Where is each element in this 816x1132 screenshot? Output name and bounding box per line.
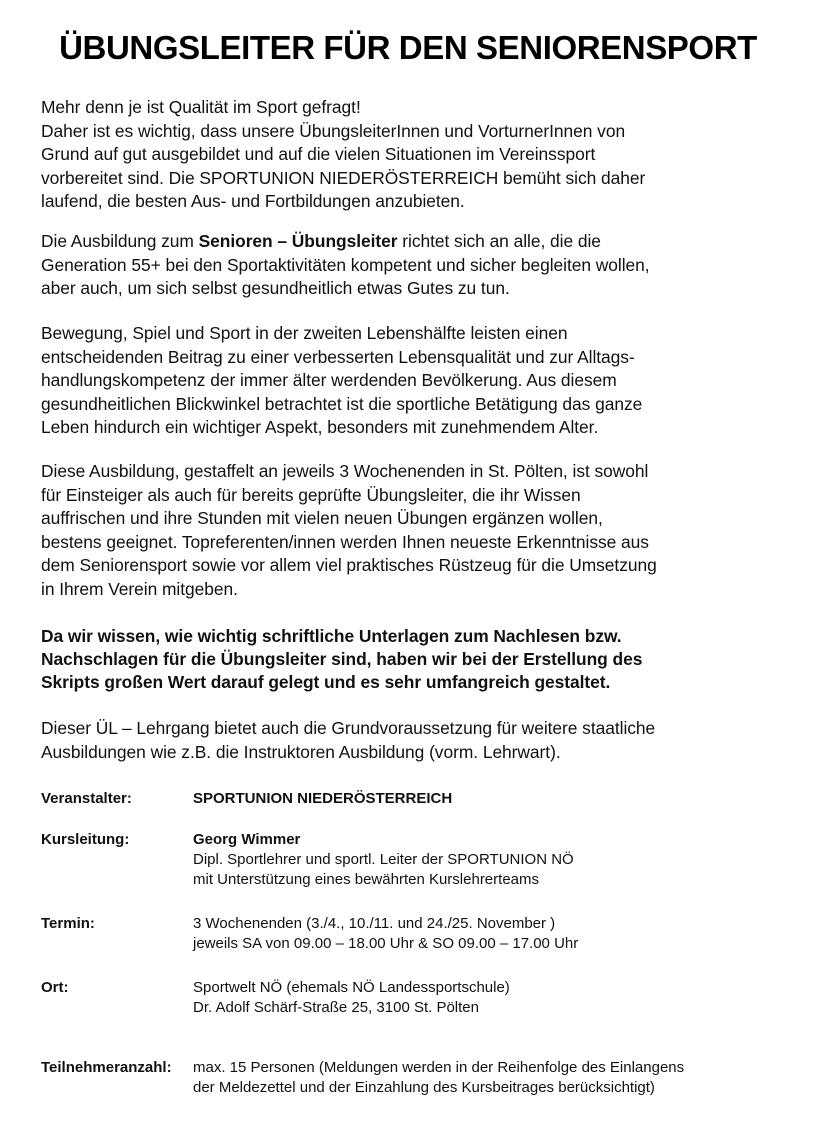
intro-line: Grund auf gut ausgebildet und auf die vielen Situationen im Vereinssport bbox=[41, 144, 596, 164]
location-value-block bbox=[193, 978, 510, 1018]
dates-value-block bbox=[193, 914, 578, 954]
participants-value-block bbox=[193, 1058, 684, 1098]
participants-label: Teilnehmeranzahl: bbox=[41, 1059, 172, 1076]
course-line: für Einsteiger als auch für bereits geprüfte Übungsleiter, die ihr Wissen bbox=[41, 484, 581, 505]
course-lead-name: Georg Wimmer bbox=[193, 831, 301, 848]
organizer-label: Veranstalter: bbox=[41, 790, 132, 807]
movement-line: handlungskompetenz der immer älter werdenden Bevölkerung. Aus diesem bbox=[41, 370, 617, 390]
target-group-line: Generation 55+ bei den Sportaktivitäten kompetent und sicher begleiten wollen, bbox=[41, 254, 650, 275]
location-label: Ort: bbox=[41, 979, 69, 996]
organizer-value: SPORTUNION NIEDERÖSTERREICH bbox=[193, 790, 453, 807]
course-paragraph bbox=[41, 460, 801, 601]
target-group-prefix: Die Ausbildung zum bbox=[41, 231, 199, 251]
script-note-line: Skripts großen Wert darauf gelegt und es sehr umfangreich gestaltet. bbox=[41, 672, 611, 693]
course-line: bestens geeignet. Topreferenten/innen werden Ihnen neueste Erkenntnisse aus bbox=[41, 531, 649, 552]
movement-paragraph bbox=[41, 322, 801, 440]
organizer-value-block bbox=[193, 789, 452, 809]
location-venue: Sportwelt NÖ (ehemals NÖ Landessportschule) bbox=[193, 979, 510, 996]
script-note-line: Da wir wissen, wie wichtig schriftliche Unterlagen zum Nachlesen bzw. bbox=[41, 626, 622, 646]
dates-label: Termin: bbox=[41, 915, 95, 932]
prerequisite-line: Ausbildungen wie z.B. die Instruktoren Ausbildung (vorm. Lehrwart). bbox=[41, 741, 561, 762]
movement-line: entscheidenden Beitrag zu einer verbesserten Lebensqualität und zur Alltags- bbox=[41, 346, 635, 367]
course-line: dem Seniorensport sowie vor allem viel praktisches Rüstzeug für die Umsetzung bbox=[41, 555, 657, 575]
participants-max: max. 15 Personen (Meldungen werden in der Reihenfolge des Einlangens bbox=[193, 1059, 685, 1076]
target-group-line bbox=[41, 230, 801, 254]
course-line: Diese Ausbildung, gestaffelt an jeweils 3 Wochenenden in St. Pölten, ist sowohl bbox=[41, 461, 649, 481]
dates-times: jeweils SA von 09.00 – 18.00 Uhr & SO 09.00 – 17.00 Uhr bbox=[193, 935, 579, 952]
course-lead-label: Kursleitung: bbox=[41, 831, 130, 848]
movement-line: Bewegung, Spiel und Sport in der zweiten Lebenshälfte leisten einen bbox=[41, 323, 568, 343]
script-note-paragraph bbox=[41, 625, 801, 695]
dates-weekends: 3 Wochenenden (3./4., 10./11. und 24./25. November ) bbox=[193, 915, 556, 932]
target-group-suffix: richtet sich an alle, die die bbox=[397, 231, 601, 251]
prerequisite-paragraph bbox=[41, 717, 801, 764]
page-title: ÜBUNGSLEITER FÜR DEN SENIORENSPORT bbox=[59, 29, 757, 66]
intro-line: Daher ist es wichtig, dass unsere ÜbungsleiterInnen und VorturnerInnen von bbox=[41, 120, 626, 141]
target-group-paragraph bbox=[41, 230, 801, 301]
intro-line: Mehr denn je ist Qualität im Sport gefragt! bbox=[41, 97, 361, 117]
course-lead-title: Dipl. Sportlehrer und sportl. Leiter der SPORTUNION NÖ bbox=[193, 851, 574, 868]
course-name-highlight: Senioren – Übungsleiter bbox=[198, 231, 398, 251]
course-line: in Ihrem Verein mitgeben. bbox=[41, 578, 238, 599]
target-group-line: aber auch, um sich selbst gesundheitlich etwas Gutes zu tun. bbox=[41, 278, 510, 298]
course-lead-value-block bbox=[193, 830, 574, 890]
prerequisite-line: Dieser ÜL – Lehrgang bietet auch die Grundvoraussetzung für weitere staatliche bbox=[41, 718, 656, 738]
movement-line: Leben hindurch ein wichtiger Aspekt, besonders mit zunehmendem Alter. bbox=[41, 417, 599, 437]
course-line: auffrischen und ihre Stunden mit vielen neuen Übungen ergänzen wollen, bbox=[41, 508, 603, 528]
intro-line: laufend, die besten Aus- und Fortbildungen anzubieten. bbox=[41, 191, 465, 211]
script-note-line: Nachschlagen für die Übungsleiter sind, haben wir bei der Erstellung des bbox=[41, 649, 643, 670]
movement-line: gesundheitlichen Blickwinkel betrachtet ist die sportliche Betätigung das ganze bbox=[41, 393, 643, 414]
intro-paragraph bbox=[41, 96, 801, 214]
location-address: Dr. Adolf Schärf-Straße 25, 3100 St. Pölten bbox=[193, 999, 479, 1016]
course-lead-support: mit Unterstützung eines bewährten Kurslehrerteams bbox=[193, 871, 539, 888]
participants-note: der Meldezettel und der Einzahlung des Kursbeitrages berücksichtigt) bbox=[193, 1079, 655, 1096]
intro-line: vorbereitet sind. Die SPORTUNION NIEDERÖSTERREICH bemüht sich daher bbox=[41, 167, 646, 188]
